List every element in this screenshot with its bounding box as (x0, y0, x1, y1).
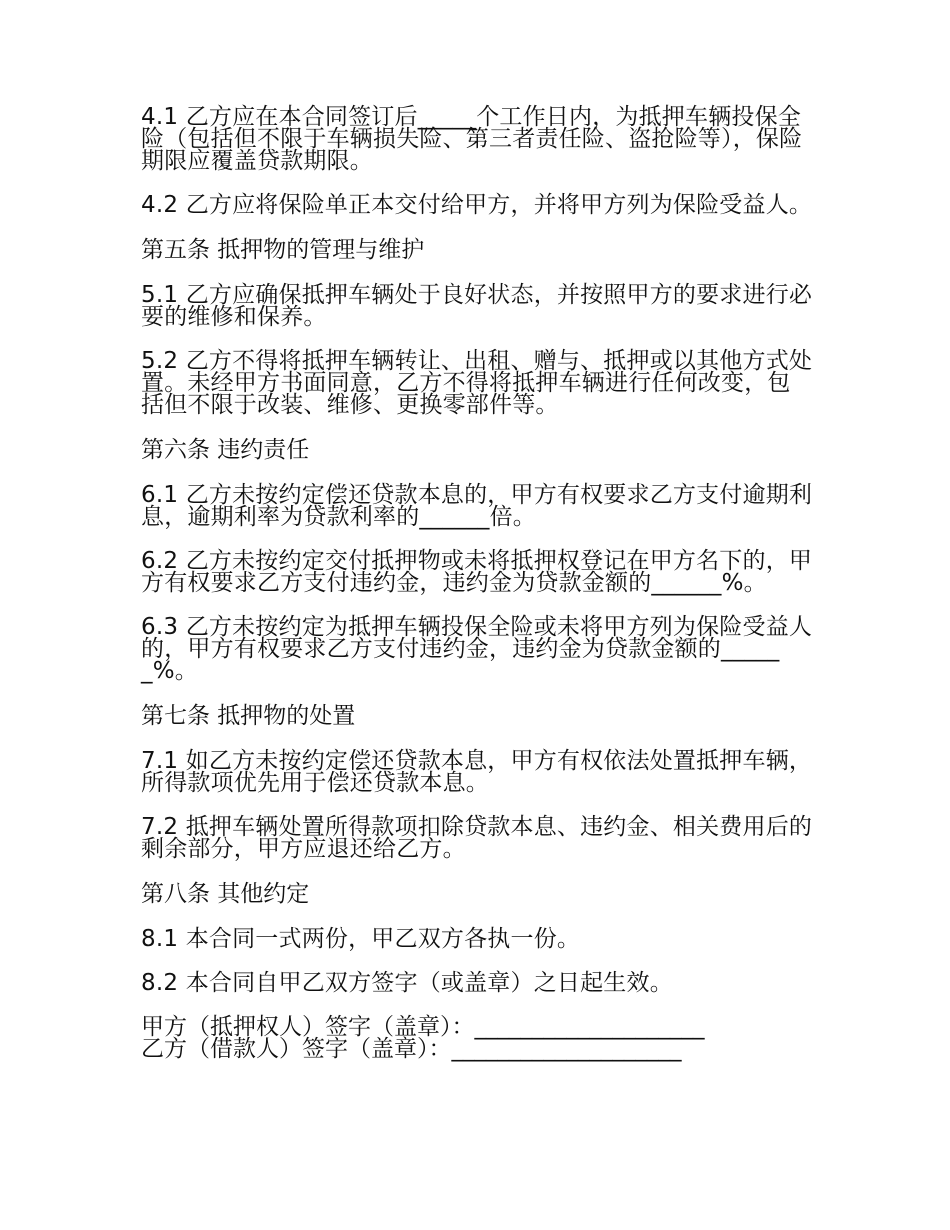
signature-block (141, 1016, 813, 1060)
clause-8-2: 8.2 本合同自甲乙双方签字（或盖章）之日起生效。 (141, 970, 673, 996)
article-8-heading: 第八条 其他约定 (141, 881, 310, 907)
party-b-signature-line: 乙方（借款人）签字（盖章）：____________________ (141, 1036, 682, 1062)
clause-7-1: 7.1 如乙方未按约定偿还贷款本息，甲方有权依法处置抵押车辆，所得款项优先用于偿还贷款本息。 (141, 748, 813, 796)
contract-page (141, 106, 813, 1060)
clause-6-2: 6.2 乙方未按约定交付抵押物或未将抵押权登记在甲方名下的，甲方有权要求乙方支付违约金，违约金为贷款金额的______%。 (141, 548, 813, 596)
clause-4-2: 4.2 乙方应将保险单正本交付给甲方，并将甲方列为保险受益人。 (141, 192, 813, 218)
clause-6-3: 6.3 乙方未按约定为抵押车辆投保全险或未将甲方列为保险受益人的，甲方有权要求乙方支付违约金，违约金为贷款金额的______%。 (141, 614, 813, 684)
article-6-heading: 第六条 违约责任 (141, 437, 310, 463)
clause-5-2: 5.2 乙方不得将抵押车辆转让、出租、赠与、抵押或以其他方式处置。未经甲方书面同意，乙方不得将抵押车辆进行任何改变，包括但不限于改装、维修、更换零部件等。 (141, 348, 813, 418)
clause-7-2: 7.2 抵押车辆处置所得款项扣除贷款本息、违约金、相关费用后的剩余部分，甲方应退还给乙方。 (141, 814, 813, 862)
article-7-heading: 第七条 抵押物的处置 (141, 703, 356, 729)
party-a-signature-line: 甲方（抵押权人）签字（盖章）：____________________ (141, 1014, 705, 1040)
article-5-heading: 第五条 抵押物的管理与维护 (141, 237, 425, 263)
clause-8-1: 8.1 本合同一式两份，甲乙双方各执一份。 (141, 926, 581, 952)
clause-5-1: 5.1 乙方应确保抵押车辆处于良好状态，并按照甲方的要求进行必要的维修和保养。 (141, 282, 813, 330)
clause-4-1: 4.1 乙方应在本合同签订后_____个工作日内，为抵押车辆投保全险（包括但不限于车辆损失险、第三者责任险、盗抢险等），保险期限应覆盖贷款期限。 (141, 104, 803, 174)
clause-6-1: 6.1 乙方未按约定偿还贷款本息的，甲方有权要求乙方支付逾期利息，逾期利率为贷款利率的______倍。 (141, 482, 813, 530)
